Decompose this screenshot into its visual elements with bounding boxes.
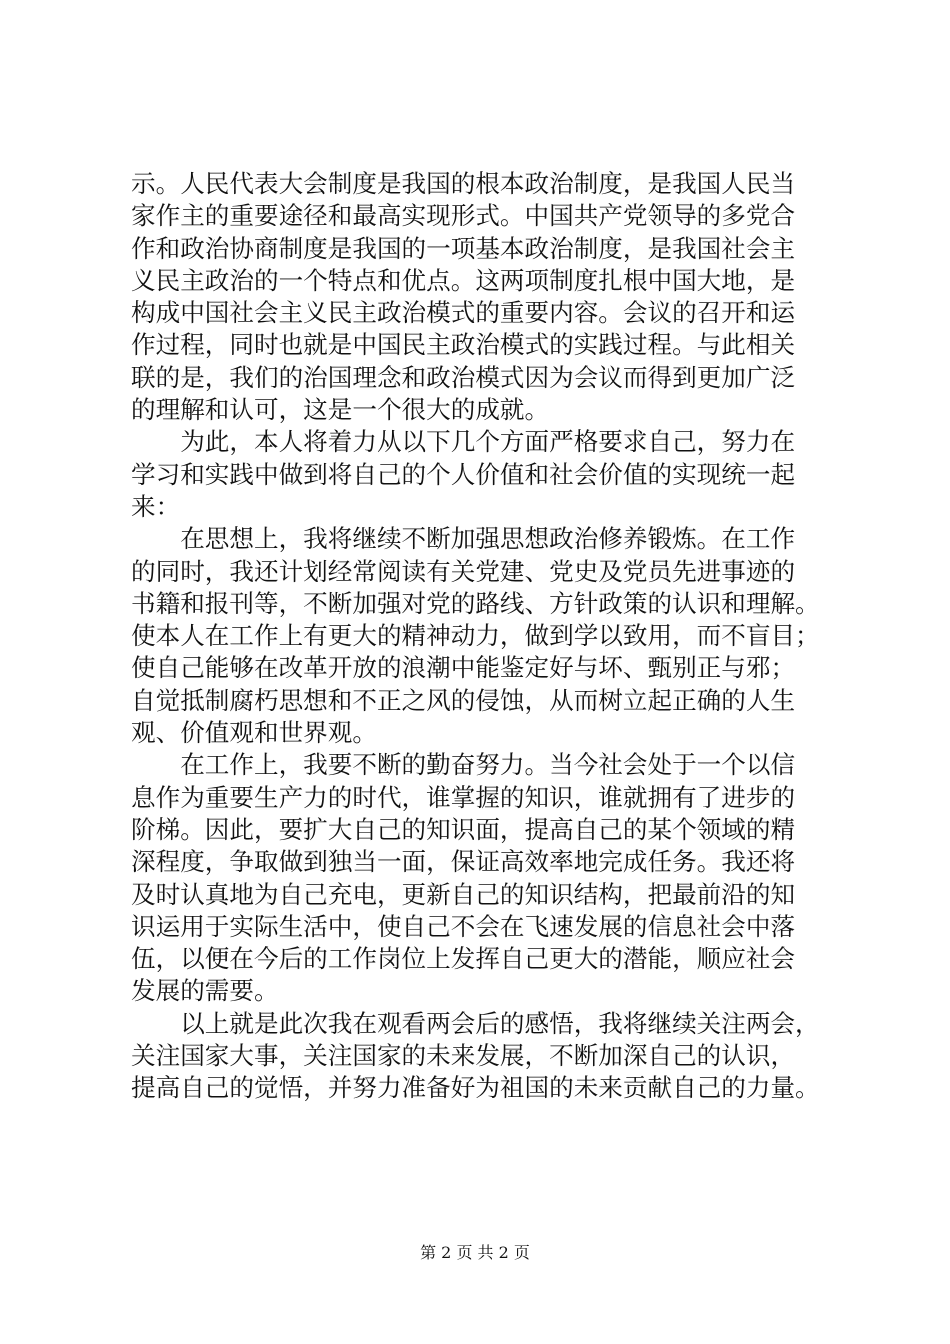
text-line: 伍，以便在今后的工作岗位上发挥自己更大的潜能，顺应社会 — [131, 944, 796, 974]
text-line: 的理解和认可，这是一个很大的成就。 — [131, 395, 550, 425]
text-line: 阶梯。因此，要扩大自己的知识面，提高自己的某个领域的精 — [131, 814, 796, 844]
text-line: 作和政治协商制度是我国的一项基本政治制度，是我国社会主 — [131, 233, 796, 263]
text-line: 义民主政治的一个特点和优点。这两项制度扎根中国大地，是 — [131, 265, 796, 295]
text-line: 的同时，我还计划经常阅读有关党建、党史及党员先进事迹的 — [131, 556, 796, 586]
page-footer: 第 2 页 共 2 页 — [420, 1243, 530, 1262]
text-line: 在思想上，我将继续不断加强思想政治修养锻炼。在工作 — [131, 524, 796, 554]
text-line: 提高自己的觉悟，并努力准备好为祖国的未来贡献自己的力量。 — [131, 1073, 820, 1103]
text-line: 以上就是此次我在观看两会后的感悟，我将继续关注两会， — [131, 1008, 820, 1038]
text-line: 学习和实践中做到将自己的个人价值和社会价值的实现统一起 — [131, 459, 796, 489]
text-line: 家作主的重要途径和最高实现形式。中国共产党领导的多党合 — [131, 201, 796, 231]
text-line: 在工作上，我要不断的勤奋努力。当今社会处于一个以信 — [131, 750, 796, 780]
text-line: 自觉抵制腐朽思想和不正之风的侵蚀，从而树立起正确的人生 — [131, 685, 796, 715]
text-line: 作过程，同时也就是中国民主政治模式的实践过程。与此相关 — [131, 330, 796, 360]
text-line: 识运用于实际生活中，使自己不会在飞速发展的信息社会中落 — [131, 911, 796, 941]
text-line: 示。人民代表大会制度是我国的根本政治制度，是我国人民当 — [131, 169, 796, 198]
text-line: 为此，本人将着力从以下几个方面严格要求自己，努力在 — [131, 427, 796, 457]
text-line: 深程度，争取做到独当一面，保证高效率地完成任务。我还将 — [131, 847, 796, 877]
text-line: 联的是，我们的治国理念和政治模式因为会议而得到更加广泛 — [131, 362, 796, 392]
body-text — [131, 168, 831, 1105]
text-line: 来： — [131, 491, 181, 521]
text-line: 关注国家大事，关注国家的未来发展，不断加深自己的认识， — [131, 1041, 796, 1071]
text-line: 构成中国社会主义民主政治模式的重要内容。会议的召开和运 — [131, 298, 796, 328]
text-line: 观、价值观和世界观。 — [131, 718, 377, 748]
text-line: 书籍和报刊等，不断加强对党的路线、方针政策的认识和理解。 — [131, 588, 820, 618]
text-line: 发展的需要。 — [131, 976, 279, 1006]
text-line: 及时认真地为自己充电，更新自己的知识结构，把最前沿的知 — [131, 879, 796, 909]
text-line: 使自己能够在改革开放的浪潮中能鉴定好与坏、甄别正与邪； — [131, 653, 796, 683]
text-line: 息作为重要生产力的时代，谁掌握的知识，谁就拥有了进步的 — [131, 782, 796, 812]
text-line: 使本人在工作上有更大的精神动力，做到学以致用，而不盲目； — [131, 621, 820, 651]
